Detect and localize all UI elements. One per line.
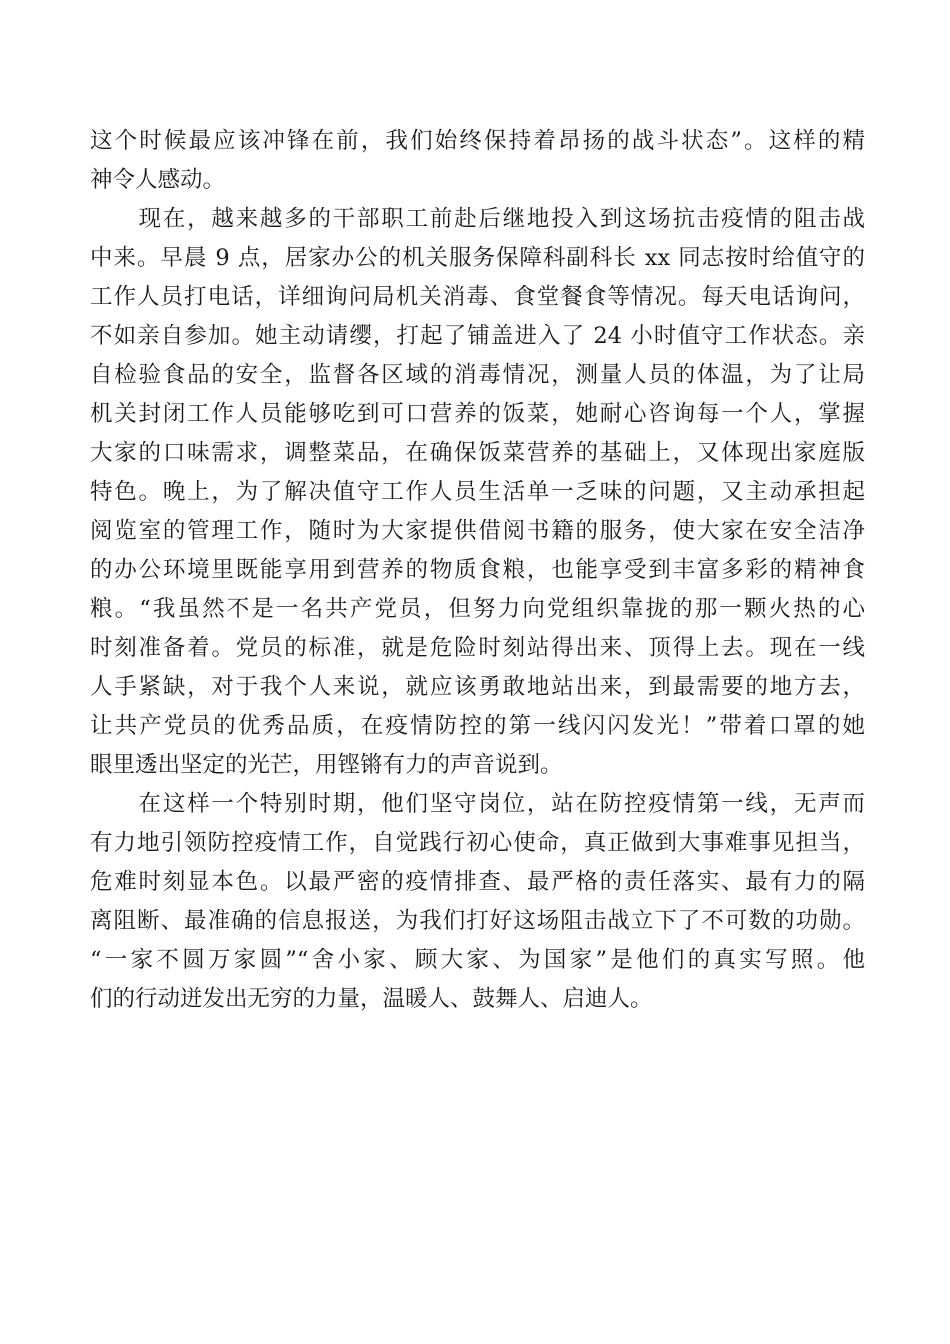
text-line: 工作人员打电话，详细询问局机关消毒、食堂餐食等情况。每天电话询问， [90,284,865,310]
text-line: 们的行动迸发出无穷的力量，温暖人、鼓舞人、启迪人。 [90,986,653,1012]
text-line: 神令人感动。 [90,167,226,193]
text-line: 中来。早晨 9 点，居家办公的机关服务保障科副科长 xx 同志按时给值守的 [90,245,865,271]
text-line: 大家的口味需求，调整菜品，在确保饭菜营养的基础上，又体现出家庭版 [90,440,865,466]
text-line: 现在，越来越多的干部职工前赴后继地投入到这场抗击疫情的阻击战 [90,206,865,232]
text-line: 有力地引领防控疫情工作，自觉践行初心使命，真正做到大事难事见担当， [90,830,865,856]
text-line: 不如亲自参加。她主动请缨，打起了铺盖进入了 24 小时值守工作状态。亲 [90,323,865,349]
body-text [90,122,865,1019]
text-line: 的办公环境里既能享用到营养的物质食粮，也能享受到丰富多彩的精神食 [90,557,865,583]
text-line: 阅览室的管理工作，随时为大家提供借阅书籍的服务，使大家在安全洁净 [90,518,865,544]
text-line: 在这样一个特别时期，他们坚守岗位，站在防控疫情第一线，无声而 [90,791,865,817]
text-line: 眼里透出坚定的光芒，用铿锵有力的声音说到。 [90,752,563,778]
text-line: 机关封闭工作人员能够吃到可口营养的饭菜，她耐心咨询每一个人，掌握 [90,401,865,427]
text-line: 特色。晚上，为了解决值守工作人员生活单一乏味的问题，又主动承担起 [90,479,865,505]
text-line: 时刻准备着。党员的标准，就是危险时刻站得出来、顶得上去。现在一线 [90,635,865,661]
text-line: 让共产党员的优秀品质，在疫情防控的第一线闪闪发光！”带着口罩的她 [90,713,865,739]
text-line: 自检验食品的安全，监督各区域的消毒情况，测量人员的体温，为了让局 [90,362,865,388]
text-line: “一家不圆万家圆”“舍小家、顾大家、为国家”是他们的真实写照。他 [90,947,865,973]
text-line: 这个时候最应该冲锋在前，我们始终保持着昂扬的战斗状态”。这样的精 [90,128,865,154]
text-line: 人手紧缺，对于我个人来说，就应该勇敢地站出来，到最需要的地方去， [90,674,865,700]
text-line: 危难时刻显本色。以最严密的疫情排查、最严格的责任落实、最有力的隔 [90,869,865,895]
text-line: 离阻断、最准确的信息报送，为我们打好这场阻击战立下了不可数的功勋。 [90,908,865,934]
text-line: 粮。“我虽然不是一名共产党员，但努力向党组织靠拢的那一颗火热的心 [90,596,865,622]
